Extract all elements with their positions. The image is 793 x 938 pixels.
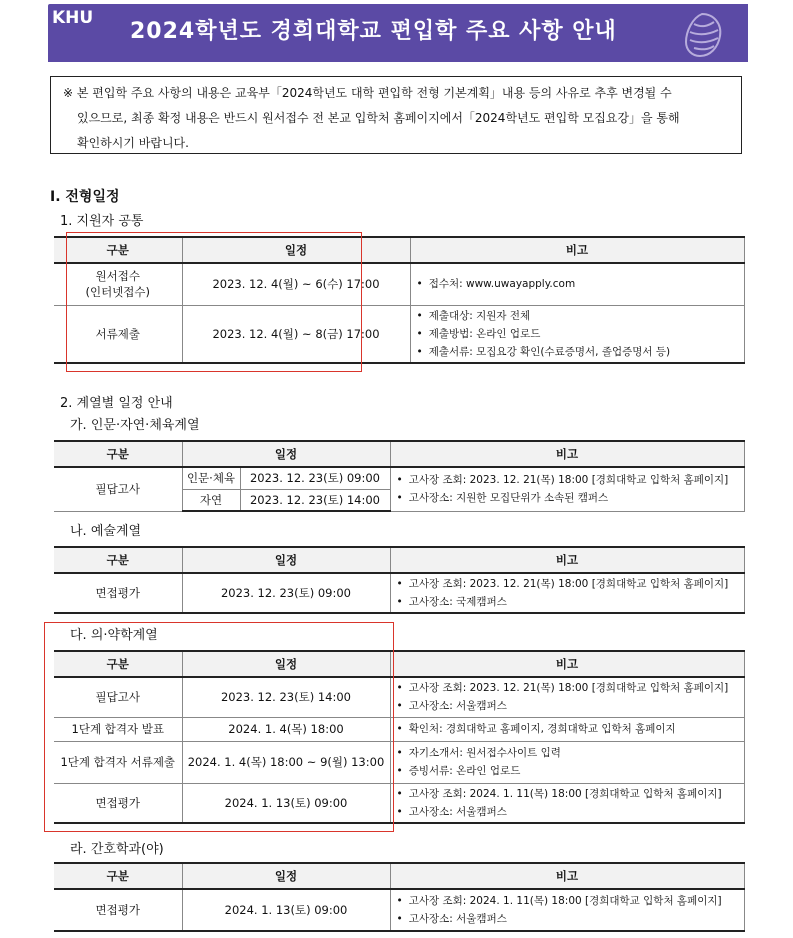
table-cell: 필답고사 xyxy=(54,467,182,511)
table-cell: 2023. 12. 4(월) ~ 8(금) 17:00 xyxy=(182,305,410,363)
table-cell: 인문·체육 xyxy=(182,467,240,489)
col-header: 구분 xyxy=(54,863,182,889)
humanities-schedule-table xyxy=(54,440,745,512)
subsection-title: 라. 간호학과(야) xyxy=(70,842,164,857)
col-header: 구분 xyxy=(54,237,182,263)
lion-emblem-icon xyxy=(678,10,726,60)
col-header: 일정 xyxy=(182,237,410,263)
table-cell: • 제출대상: 지원자 전체 • 제출방법: 온라인 업로드 • 제출서류: 모집요강 확인(수료증명서, 졸업증명서 등) xyxy=(410,305,744,363)
table-cell: 2023. 12. 4(월) ~ 6(수) 17:00 xyxy=(182,263,410,305)
table-cell: • 고사장 조회: 2024. 1. 11(목) 18:00 [경희대학교 입학처 홈페이지] • 고사장소: 서울캠퍼스 xyxy=(390,889,744,931)
notice-box xyxy=(50,76,742,154)
table-cell: 자연 xyxy=(182,489,240,511)
subsection-title: 2. 계열별 일정 안내 xyxy=(60,396,173,411)
arts-schedule-table xyxy=(54,546,745,614)
table-cell: • 자기소개서: 원서접수사이트 입력 • 증빙서류: 온라인 업로드 xyxy=(390,741,744,783)
table-cell: • 고사장 조회: 2023. 12. 21(목) 18:00 [경희대학교 입학처 홈페이지] • 고사장소: 서울캠퍼스 xyxy=(390,677,744,717)
highlight-box xyxy=(66,232,362,372)
col-header: 구분 xyxy=(54,441,182,467)
table-cell: 서류제출 xyxy=(54,305,182,363)
table-cell: 2024. 1. 13(토) 09:00 xyxy=(182,889,390,931)
table-cell: 면접평가 xyxy=(54,889,182,931)
table-cell: 2023. 12. 23(토) 14:00 xyxy=(240,489,390,511)
notice-line: 있으므로, 최종 확정 내용은 반드시 원서접수 전 본교 입학처 홈페이지에서「2024학년도 편입학 모집요강」을 통해 xyxy=(77,111,680,125)
khu-logo: KHU xyxy=(52,8,94,28)
table-cell: 2023. 12. 23(토) 09:00 xyxy=(182,573,390,613)
page-title: 2024학년도 경희대학교 편입학 주요 사항 안내 xyxy=(130,19,617,44)
col-header: 일정 xyxy=(182,651,390,677)
col-header: 비고 xyxy=(390,547,744,573)
table-cell: 1단계 합격자 발표 xyxy=(54,717,182,741)
table-cell: • 접수처: www.uwayapply.com xyxy=(410,263,744,305)
col-header: 비고 xyxy=(390,863,744,889)
highlight-box xyxy=(44,622,394,832)
subsection-title: 가. 인문·자연·체육계열 xyxy=(70,418,200,433)
table-cell: 필답고사 xyxy=(54,677,182,717)
notice-line: ※ 본 편입학 주요 사항의 내용은 교육부「2024학년도 대학 편입학 전형 기본계획」내용 등의 사유로 추후 변경될 수 xyxy=(63,86,672,100)
table-cell: • 고사장 조회: 2023. 12. 21(목) 18:00 [경희대학교 입학처 홈페이지] • 고사장소: 지원한 모집단위가 소속된 캠퍼스 xyxy=(390,467,744,511)
subsection-title: 다. 의·약학계열 xyxy=(70,628,158,643)
table-cell: 2024. 1. 4(목) 18:00 xyxy=(182,717,390,741)
nursing-schedule-table xyxy=(54,862,745,932)
col-header: 일정 xyxy=(182,863,390,889)
section-title: Ⅰ. 전형일정 xyxy=(50,189,120,205)
col-header: 일정 xyxy=(182,547,390,573)
col-header: 구분 xyxy=(54,651,182,677)
table-cell: 면접평가 xyxy=(54,783,182,823)
table-cell: • 고사장 조회: 2024. 1. 11(목) 18:00 [경희대학교 입학처 홈페이지] • 고사장소: 서울캠퍼스 xyxy=(390,783,744,823)
col-header: 구분 xyxy=(54,547,182,573)
subsection-title: 1. 지원자 공통 xyxy=(60,214,144,229)
col-header: 비고 xyxy=(390,651,744,677)
notice-line: 확인하시기 바랍니다. xyxy=(77,136,189,150)
col-header: 비고 xyxy=(390,441,744,467)
table-cell: 2023. 12. 23(토) 09:00 xyxy=(240,467,390,489)
subsection-title: 나. 예술계열 xyxy=(70,524,142,539)
table-cell: 2023. 12. 23(토) 14:00 xyxy=(182,677,390,717)
table-cell: 원서접수 (인터넷접수) xyxy=(54,263,182,305)
table-cell: • 확인처: 경희대학교 홈페이지, 경희대학교 입학처 홈페이지 xyxy=(390,717,744,741)
table-cell: 2024. 1. 4(목) 18:00 ~ 9(월) 13:00 xyxy=(182,741,390,783)
table-cell: 2024. 1. 13(토) 09:00 xyxy=(182,783,390,823)
col-header: 비고 xyxy=(410,237,744,263)
table-cell: • 고사장 조회: 2023. 12. 21(목) 18:00 [경희대학교 입학처 홈페이지] • 고사장소: 국제캠퍼스 xyxy=(390,573,744,613)
col-header: 일정 xyxy=(182,441,390,467)
table-cell: 면접평가 xyxy=(54,573,182,613)
table-cell: 1단계 합격자 서류제출 xyxy=(54,741,182,783)
